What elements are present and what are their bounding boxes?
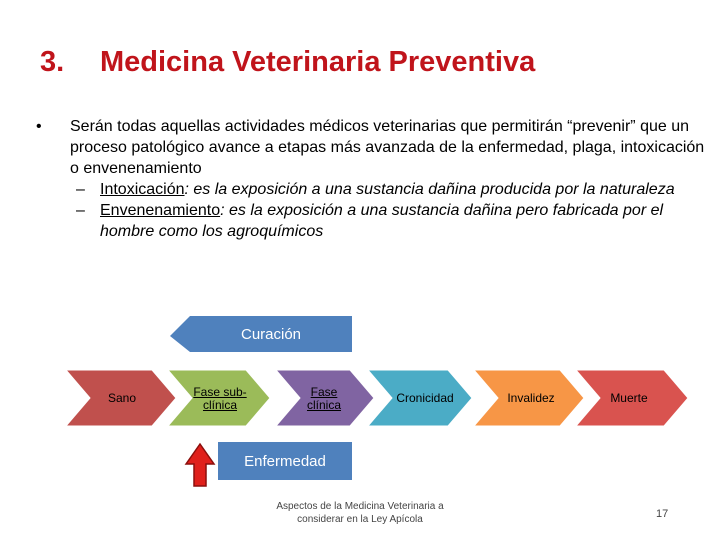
stage-label-subclinica: Fase sub-clínica	[193, 385, 247, 412]
title-text: Medicina Veterinaria Preventiva	[100, 46, 536, 78]
red-up-arrow	[186, 444, 214, 486]
stage-label-invalidez: Invalidez	[507, 391, 555, 405]
footer-text: Aspectos de la Medicina Veterinaria a considerar en la Ley Apícola	[276, 501, 444, 525]
stage-label-sano: Sano	[107, 391, 137, 405]
title-number: 3.	[40, 46, 65, 78]
dash-icon: –	[76, 181, 85, 198]
definition-envenenamiento: : es la exposición a una sustancia dañina pero fabricada por el hombre como los agroquímicos	[100, 202, 664, 240]
curacion-label: Curación	[240, 325, 302, 343]
stage-label-cronicidad: Cronicidad	[396, 391, 454, 405]
enfermedad-label: Enfermedad	[244, 452, 326, 470]
stage-label-muerte: Muerte	[610, 391, 648, 405]
bullet-icon: •	[36, 118, 42, 135]
definition-intoxicacion: : es la exposición a una sustancia dañina producida por la naturaleza	[184, 181, 675, 198]
stage-label-clinica: Fase clínica	[306, 385, 341, 412]
page-number: 17	[656, 508, 669, 520]
term-intoxicacion: Intoxicación	[100, 181, 185, 198]
dash-icon: –	[76, 202, 85, 219]
term-envenenamiento: Envenenamiento	[100, 202, 221, 219]
bullet-text: Serán todas aquellas actividades médicos veterinarias que permitirán “prevenir” que un proceso patológico avance a etapas más avanzada de la enfermedad, plaga, intoxicación o envenenamiento	[70, 118, 705, 177]
